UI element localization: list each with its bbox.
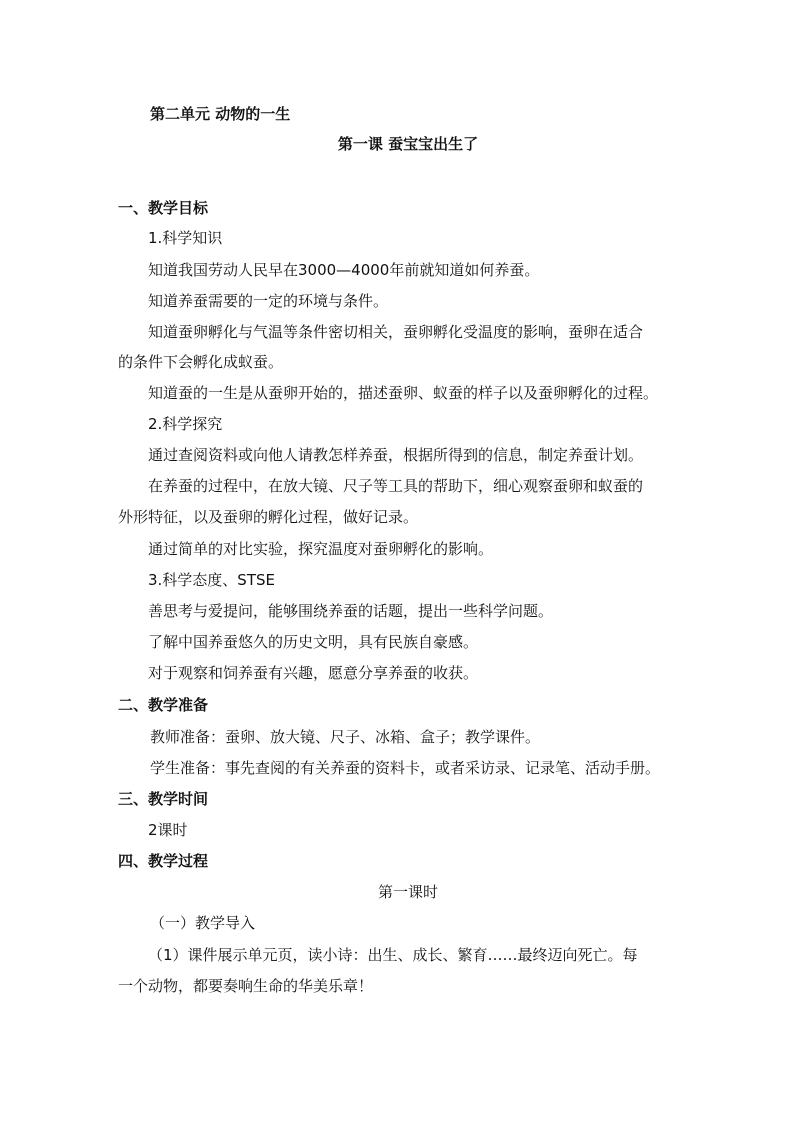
paragraph-time: 2课时	[148, 821, 188, 839]
paragraph: 了解中国养蚕悠久的历史文明，具有民族自豪感。	[148, 633, 479, 651]
paragraph: 一个动物，都要奏响生命的华美乐章！	[118, 977, 374, 995]
section-heading-process: 四、教学过程	[118, 852, 209, 870]
paragraph: 知道养蚕需要的一定的环境与条件。	[148, 292, 389, 310]
paragraph: 外形特征，以及蚕卵的孵化过程，做好记录。	[118, 508, 419, 526]
paragraph: 知道蚕卵孵化与气温等条件密切相关，蚕卵孵化受温度的影响，蚕卵在适合	[148, 323, 644, 341]
paragraph: 在养蚕的过程中，在放大镜、尺子等工具的帮助下，细心观察蚕卵和蚁蚕的	[148, 477, 644, 495]
subheading-attitude: 3.科学态度、STSE	[148, 571, 275, 589]
paragraph: 知道蚕的一生是从蚕卵开始的，描述蚕卵、蚁蚕的样子以及蚕卵孵化的过程。	[148, 384, 659, 402]
paragraph: 知道我国劳动人民早在3000—4000年前就知道如何养蚕。	[148, 261, 540, 279]
subheading-inquiry: 2.科学探究	[148, 415, 223, 433]
period-heading: 第一课时	[377, 883, 438, 901]
lesson-title	[118, 134, 678, 154]
subheading-intro: （一）教学导入	[150, 914, 256, 932]
paragraph: 的条件下会孵化成蚁蚕。	[118, 353, 284, 371]
section-heading-objectives: 一、教学目标	[118, 199, 209, 217]
period-heading-wrap	[118, 882, 678, 902]
section-heading-time: 三、教学时间	[118, 790, 209, 808]
paragraph-teacher-prep: 教师准备：蚕卵、放大镜、尺子、冰箱、盒子；教学课件。	[150, 728, 541, 746]
unit-title: 第二单元 动物的一生	[150, 105, 291, 123]
subheading-knowledge: 1.科学知识	[148, 229, 223, 247]
section-heading-preparation: 二、教学准备	[118, 696, 209, 714]
paragraph: （1）课件展示单元页，读小诗：出生、成长、繁育……最终迈向死亡。每	[148, 946, 638, 964]
paragraph: 对于观察和饲养蚕有兴趣，愿意分享养蚕的收获。	[148, 664, 479, 682]
paragraph-student-prep: 学生准备：事先查阅的有关养蚕的资料卡，或者采访录、记录笔、活动手册。	[150, 759, 661, 777]
paragraph: 通过查阅资料或向他人请教怎样养蚕，根据所得到的信息，制定养蚕计划。	[148, 446, 644, 464]
paragraph: 善思考与爱提问，能够围绕养蚕的话题，提出一些科学问题。	[148, 602, 554, 620]
paragraph: 通过简单的对比实验，探究温度对蚕卵孵化的影响。	[148, 540, 494, 558]
lesson-title-text: 第一课 蚕宝宝出生了	[337, 135, 479, 153]
